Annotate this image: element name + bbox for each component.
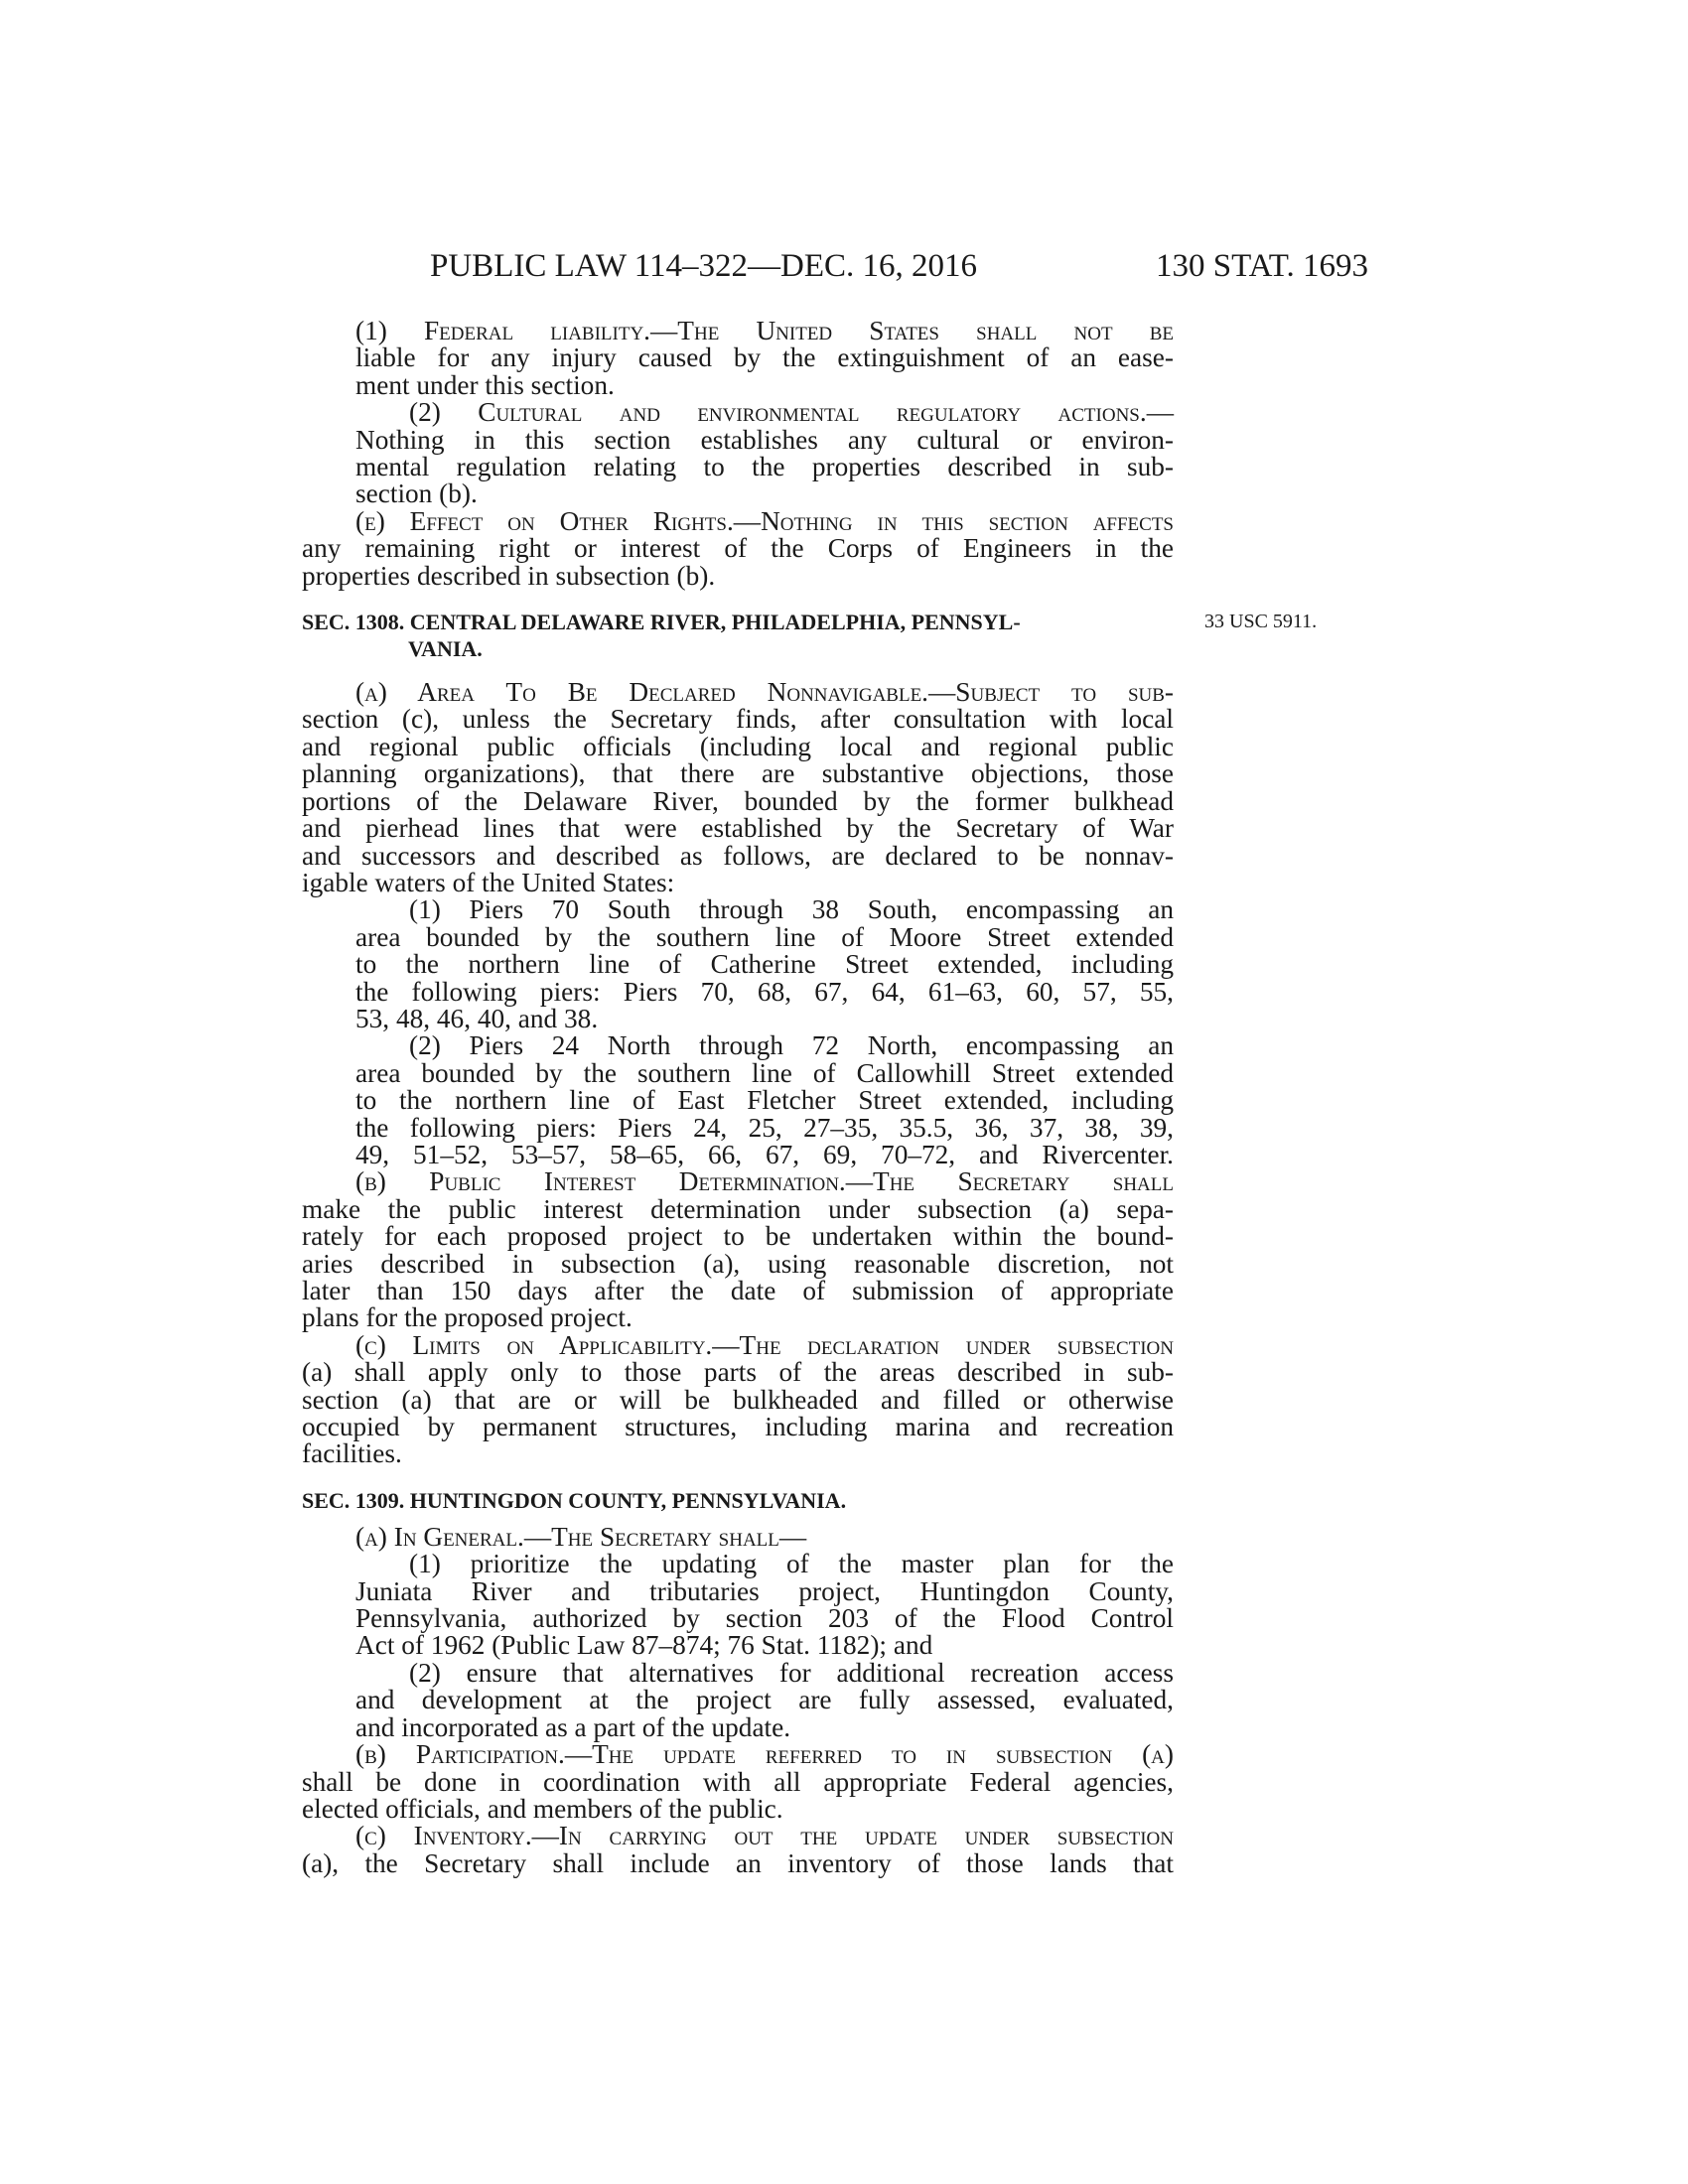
running-header-title: PUBLIC LAW 114–322—DEC. 16, 2016: [430, 248, 978, 284]
text-line: ment under this section.: [355, 369, 615, 400]
page-number: 130 STAT. 1693: [1155, 248, 1368, 284]
text-line: section (b).: [355, 478, 478, 509]
text-line: shall be done in coordination with all appropriate Federal agencies,: [302, 1766, 1174, 1797]
text-line: liable for any injury caused by the extinguishment of an ease-: [355, 342, 1174, 373]
text-line: Pennsylvania, authorized by section 203 of the Flood Control: [355, 1603, 1174, 1634]
text-line: 53, 48, 46, 40, and 38.: [355, 1003, 599, 1033]
text-line: facilities.: [302, 1438, 402, 1469]
text-line: section (a) that are or will be bulkheaded and filled or otherwise: [302, 1384, 1174, 1415]
text-line: later than 150 days after the date of submission of appropriate: [302, 1276, 1174, 1305]
text-line: (b) Public Interest Determination.—The Secretary shall: [355, 1166, 1174, 1197]
text-line: properties described in subsection (b).: [302, 560, 716, 591]
text-line: (1) prioritize the updating of the master plan for the: [409, 1549, 1174, 1579]
section-title-line: SEC. 1309. HUNTINGDON COUNTY, PENNSYLVANIA.: [302, 1487, 847, 1513]
text-line: any remaining right or interest of the Corps of Engineers in the: [302, 533, 1174, 564]
text-line: (a) shall apply only to those parts of the areas described in sub-: [302, 1357, 1174, 1388]
text-line: and pierhead lines that were established by the Secretary of War: [302, 813, 1174, 844]
text-line: (b) Participation.—The update referred to in subsection (a): [355, 1739, 1174, 1770]
text-line: (c) Inventory.—In carrying out the update under subsection: [355, 1821, 1174, 1851]
subsection-1308-c: [302, 1329, 1174, 1469]
text-line: to the northern line of Catherine Street extended, including: [355, 949, 1174, 980]
text-line: (2) Cultural and environmental regulatory actions.—: [409, 397, 1174, 428]
subsection-1309-a: [302, 1521, 1174, 1552]
text-line: (2) ensure that alternatives for additional recreation access: [409, 1657, 1174, 1688]
text-line: planning organizations), that there are substantive objections, those: [302, 758, 1174, 789]
text-line: (c) Limits on Applicability.—The declaration under subsection: [355, 1329, 1174, 1360]
text-line: area bounded by the southern line of Callowhill Street extended: [355, 1057, 1174, 1088]
text-line: to the northern line of East Fletcher Street extended, including: [355, 1085, 1174, 1116]
text-line: (2) Piers 24 North through 72 North, encompassing an: [409, 1030, 1174, 1061]
paragraph-d2-cultural-actions: [302, 399, 1174, 508]
text-line: (a), the Secretary shall include an inventory of those lands that: [302, 1847, 1174, 1878]
subsection-1308-a: [302, 679, 1174, 896]
margin-citation: 33 USC 5911.: [1204, 611, 1318, 632]
section-1308-heading: [302, 609, 1174, 662]
paragraph-d1-federal-liability: [302, 318, 1174, 399]
paragraph-1308-a2: [302, 1032, 1174, 1168]
text-line: section (c), unless the Secretary finds, after consultation with local: [302, 704, 1174, 735]
text-line: occupied by permanent structures, including marina and recreation: [302, 1412, 1174, 1442]
text-line: (1) Piers 70 South through 38 South, encompassing an: [409, 894, 1174, 925]
text-line: and regional public officials (including local and regional public: [302, 731, 1174, 761]
text-line: the following piers: Piers 70, 68, 67, 64, 61–63, 60, 57, 55,: [355, 976, 1174, 1007]
paragraph-1308-a1: [302, 896, 1174, 1032]
text-line: Juniata River and tributaries project, Huntingdon County,: [355, 1575, 1174, 1606]
text-line: mental regulation relating to the properties described in sub-: [355, 452, 1174, 482]
text-line: area bounded by the southern line of Moore Street extended: [355, 921, 1174, 952]
statute-text: [302, 318, 1174, 1877]
subsection-1308-b: [302, 1168, 1174, 1331]
text-line: (1) Federal liability.—The United States shall not be: [355, 316, 1174, 345]
text-line: the following piers: Piers 24, 25, 27–35, 35.5, 36, 37, 38, 39,: [355, 1112, 1174, 1143]
subsection-e-effect-on-other-rights: [302, 505, 1174, 591]
subsection-1309-b: [302, 1741, 1174, 1823]
text-line: aries described in subsection (a), using reasonable discretion, not: [302, 1248, 1174, 1279]
text-line: rately for each proposed project to be undertaken within the bound-: [302, 1221, 1174, 1252]
text-line: Act of 1962 (Public Law 87–874; 76 Stat. 1182); and: [355, 1630, 933, 1661]
text-line: plans for the proposed project.: [302, 1302, 633, 1333]
subsection-1309-c: [302, 1823, 1174, 1877]
paragraph-1309-a2: [302, 1657, 1174, 1742]
text-line: and incorporated as a part of the update.: [355, 1711, 791, 1742]
text-line: (a) Area To Be Declared Nonnavigable.—Subject to sub-: [355, 677, 1174, 708]
section-title-line: SEC. 1308. CENTRAL DELAWARE RIVER, PHILADELPHIA, PENNSYL-: [302, 610, 1021, 635]
paragraph-1309-a1: [302, 1551, 1174, 1660]
text-line: make the public interest determination under subsection (a) sepa-: [302, 1193, 1174, 1224]
text-line: and successors and described as follows, are declared to be nonnav-: [302, 840, 1174, 871]
section-1309-heading: [302, 1487, 1174, 1514]
text-line: portions of the Delaware River, bounded by the former bulkhead: [302, 785, 1174, 816]
text-line: elected officials, and members of the public.: [302, 1793, 783, 1824]
text-line: igable waters of the United States:: [302, 867, 675, 897]
text-line: Nothing in this section establishes any cultural or environ-: [355, 424, 1174, 455]
text-line: (e) Effect on Other Rights.—Nothing in this section affects: [355, 505, 1174, 536]
section-title-line: VANIA.: [408, 636, 483, 662]
text-line: (a) In General.—The Secretary shall—: [355, 1521, 807, 1552]
text-line: and development at the project are fully assessed, evaluated,: [355, 1685, 1174, 1715]
text-line: 49, 51–52, 53–57, 58–65, 66, 67, 69, 70–72, and Rivercenter.: [355, 1139, 1174, 1169]
